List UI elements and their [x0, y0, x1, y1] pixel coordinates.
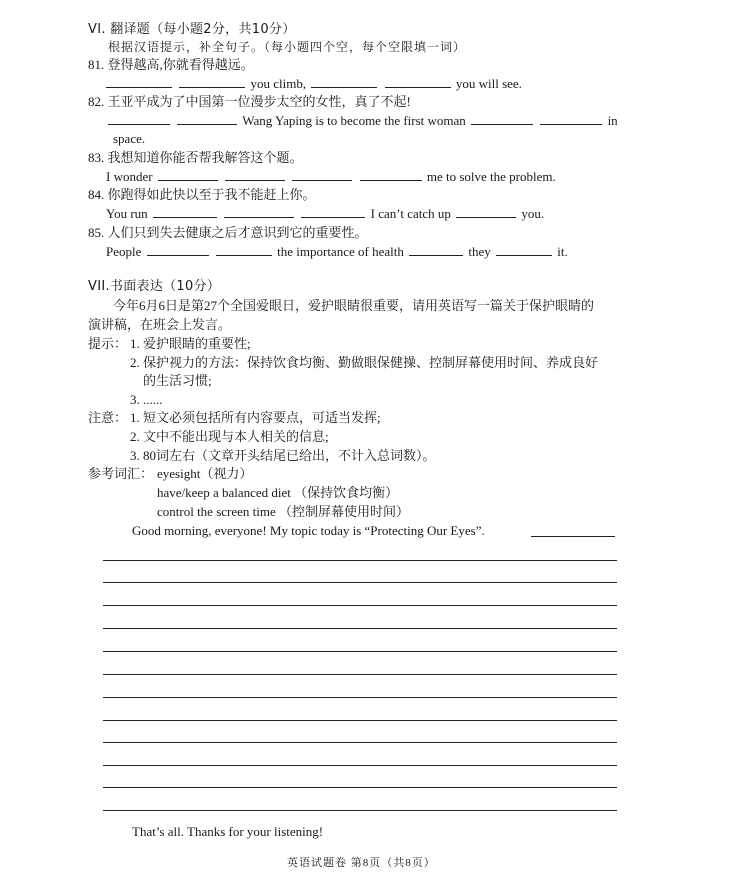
writing-line[interactable]	[103, 787, 617, 788]
note-3: 3. 80词左右（文章开头结尾已给出，不计入总词数）。	[130, 448, 436, 463]
answer-blank[interactable]	[301, 206, 365, 218]
q85-text-4: it.	[557, 244, 568, 259]
q81-text-1: you climb,	[250, 76, 307, 91]
q83-english	[106, 169, 556, 185]
answer-blank[interactable]	[471, 113, 533, 125]
q84-text-2: I can’t catch up	[370, 206, 451, 221]
answer-blank[interactable]	[360, 169, 422, 181]
q82-text-1: Wang Yaping is to become the first woman	[242, 113, 466, 128]
q83-text-2: me to solve the problem.	[426, 169, 556, 184]
writing-opening: Good morning, everyone! My topic today is “Protecting Our Eyes”.	[132, 523, 485, 538]
writing-line[interactable]	[103, 651, 617, 652]
writing-line[interactable]	[103, 720, 617, 721]
writing-intro-line-2: 演讲稿，在班会上发言。	[88, 317, 232, 332]
q85-text-2: the importance of health	[277, 244, 404, 259]
vocab-3: control the screen time （控制屏幕使用时间）	[157, 504, 410, 519]
q84-text-3: you.	[521, 206, 545, 221]
answer-blank[interactable]	[292, 169, 352, 181]
q85-english	[106, 244, 568, 260]
writing-line[interactable]	[103, 697, 617, 698]
section-7-heading: VII.书面表达（10分）	[88, 279, 221, 294]
section-6-heading: VI. 翻译题（每小题2分，共10分）	[88, 22, 296, 37]
hint-2: 2. 保护视力的方法：保持饮食均衡、勤做眼保健操、控制屏幕使用时间、养成良好	[130, 355, 599, 370]
answer-blank[interactable]	[409, 244, 463, 256]
answer-blank[interactable]	[108, 113, 170, 125]
hints-label: 提示：	[88, 336, 128, 351]
q84-english	[106, 206, 544, 222]
writing-line[interactable]	[103, 674, 617, 675]
answer-blank[interactable]	[224, 206, 294, 218]
q82-text-2: in	[607, 113, 618, 128]
writing-line[interactable]	[103, 605, 617, 606]
writing-line[interactable]	[103, 560, 617, 561]
q81-chinese: 81. 登得越高,你就看得越远。	[88, 57, 254, 72]
hint-3: 3. ......	[130, 392, 163, 407]
page-footer: 英语试题卷 第8页（共8页）	[287, 857, 436, 869]
q83-chinese: 83. 我想知道你能否帮我解答这个题。	[88, 150, 303, 165]
q82-chinese: 82. 王亚平成为了中国第一位漫步太空的女性，真了不起!	[88, 94, 411, 109]
q84-text-1: You run	[106, 206, 148, 221]
vocab-label: 参考词汇：	[88, 466, 154, 481]
q85-text-3: they	[468, 244, 491, 259]
hint-1: 1. 爱护眼睛的重要性;	[130, 336, 251, 351]
writing-line[interactable]	[103, 582, 617, 583]
note-2: 2. 文中不能出现与本人相关的信息;	[130, 429, 329, 444]
answer-blank[interactable]	[158, 169, 218, 181]
answer-blank[interactable]	[456, 206, 516, 218]
q85-chinese: 85. 人们只到失去健康之后才意识到它的重要性。	[88, 225, 368, 240]
writing-line[interactable]	[103, 628, 617, 629]
answer-blank[interactable]	[540, 113, 602, 125]
section-6-instruction: 根据汉语提示，补全句子。（每小题四个空，每个空限填一词）	[108, 40, 467, 54]
q81-text-2: you will see.	[455, 76, 522, 91]
q83-text-1: I wonder	[106, 169, 153, 184]
note-1: 1. 短文必须包括所有内容要点，可适当发挥;	[130, 410, 381, 425]
notes-label: 注意：	[88, 410, 128, 425]
answer-blank[interactable]	[531, 536, 615, 537]
q82-english	[106, 113, 618, 129]
writing-line[interactable]	[103, 810, 617, 811]
writing-closing: That’s all. Thanks for your listening!	[132, 824, 324, 839]
answer-blank[interactable]	[153, 206, 217, 218]
q81-english	[104, 76, 522, 92]
answer-blank[interactable]	[311, 76, 377, 88]
answer-blank[interactable]	[216, 244, 272, 256]
q85-text-1: People	[106, 244, 142, 259]
answer-blank[interactable]	[177, 113, 237, 125]
answer-blank[interactable]	[496, 244, 552, 256]
writing-intro-line-1: 今年6月6日是第27个全国爱眼日，爱护眼睛很重要，请用英语写一篇关于保护眼睛的	[113, 298, 595, 313]
answer-blank[interactable]	[106, 76, 172, 88]
answer-blank[interactable]	[179, 76, 245, 88]
vocab-2: have/keep a balanced diet （保持饮食均衡）	[157, 485, 399, 500]
writing-line[interactable]	[103, 765, 617, 766]
hint-2-cont: 的生活习惯;	[143, 373, 212, 388]
writing-line[interactable]	[103, 742, 617, 743]
answer-blank[interactable]	[225, 169, 285, 181]
vocab-1: eyesight（视力）	[157, 466, 253, 481]
answer-blank[interactable]	[147, 244, 209, 256]
q82-text-3: space.	[113, 131, 146, 146]
q84-chinese: 84. 你跑得如此快以至于我不能赶上你。	[88, 187, 316, 202]
answer-blank[interactable]	[385, 76, 451, 88]
